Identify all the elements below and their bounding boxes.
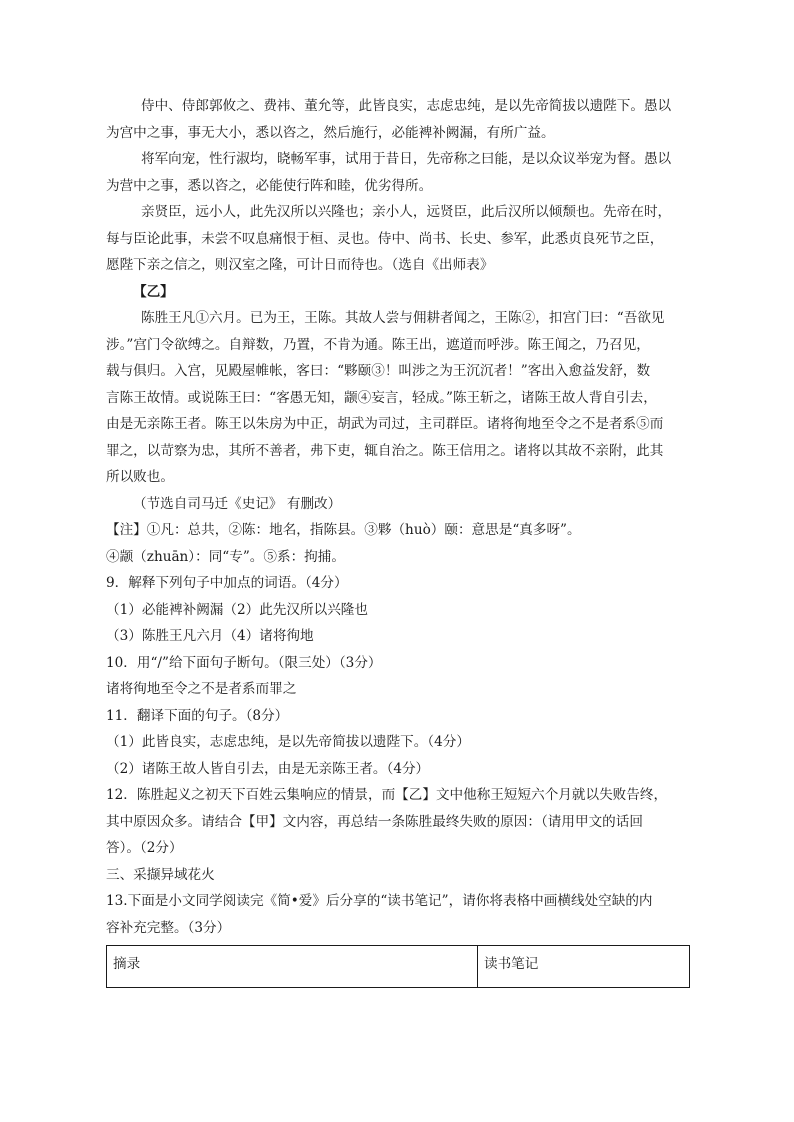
passage-line: 陈胜王凡①六月。已为王，王陈。其故人尝与佣耕者闻之，王陈②，扣宫门曰：“吾欲见 [141, 310, 665, 326]
question-12: 12．陈胜起义之初天下百姓云集响应的情景，而【乙】文中他称王短短六个月就以失败告终， [106, 787, 668, 803]
question-10-sentence: 诸将徇地至令之不是者系而罪之 [106, 681, 297, 697]
question-11-item: （1）此皆良实，志虑忠纯，是以先帝简拔以遗陛下。（4分） [106, 734, 470, 750]
table-header-excerpt: 摘录 [107, 946, 478, 988]
question-12: 其中原因众多。请结合【甲】文内容，再总结一条陈胜最终失败的原因：（请用甲文的话回 [106, 813, 643, 830]
passage-line: 涉。”宫门令欲缚之。自辩数，乃置，不肯为通。陈王出，遮道而呼涉。陈王闻之，乃召见， [106, 336, 650, 353]
passage-jia [106, 93, 694, 279]
passage-line: 由是无亲陈王者。陈王以朱房为中正，胡武为司过，主司群臣。诸将徇地至令之不是者系⑤而 [106, 416, 664, 432]
passage-line: 侍中、侍郎郭攸之、费祎、董允等，此皆良实，志虑忠纯，是以先帝简拔以遗陛下。愚以 [141, 98, 672, 114]
passage-line: 亲贤臣，远小人，此先汉所以兴隆也；亲小人，远贤臣，此后汉所以倾颓也。先帝在时， [141, 204, 672, 220]
passage-line: 为营中之事，悉以咨之，必能使行阵和睦，优劣得所。 [106, 177, 433, 194]
question-11: 11．翻译下面的句子。（8分） [106, 707, 289, 724]
passage-line: 言陈王故情。或说陈王曰：“客愚无知，颛④妄言，轻成。”陈王斩之，诸陈王故人背自引去， [106, 389, 657, 406]
reading-notes-table [106, 945, 690, 988]
document-page [106, 93, 694, 988]
passage-line: 罪之，以苛察为忠，其所不善者，弗下吏，辄自治之。陈王信用之。诸将以其故不亲附，此其 [106, 442, 664, 459]
passage-line: 所以败也。 [106, 469, 174, 485]
question-10: 10．用“/”给下面句子断句。（限三处）（3分） [106, 654, 382, 671]
question-12: 答）。（2分） [106, 840, 183, 856]
question-9: 9．解释下列句子中加点的词语。（4分） [106, 575, 348, 591]
note-line: ④颛（zhuān）：同“专”。⑤系：拘捕。 [106, 548, 345, 565]
questions [106, 570, 694, 941]
section-title: 三、采撷异域花火 [106, 866, 215, 883]
section-heading-yi: 【乙】 [133, 283, 174, 300]
question-9-items: （1）必能裨补阙漏（2）此先汉所以兴隆也 [106, 601, 368, 618]
passage-line: 愿陛下亲之信之，则汉室之隆，可计日而待也。（选自《出师表》 [106, 257, 494, 273]
passage-line: 为宫中之事，事无大小，悉以咨之，然后施行，必能裨补阙漏，有所广益。 [106, 124, 555, 141]
question-13: 容补充完整。（3分） [106, 919, 231, 936]
question-13: 13.下面是小文同学阅读完《简•爱》后分享的“读书笔记”，请你将表格中画横线处空缺的内 [106, 893, 653, 909]
passage-line: 每与臣论此事，未尝不叹息痛恨于桓、灵也。侍中、尚书、长史、参军，此悉贞良死节之臣， [106, 230, 664, 247]
question-9-items: （3）陈胜王凡六月（4）诸将徇地 [106, 628, 314, 644]
table-row [107, 946, 690, 988]
passage-line: 将军向宠，性行淑均，晓畅军事，试用于昔日，先帝称之曰能，是以众议举宠为督。愚以 [141, 151, 672, 167]
source-citation: （节选自司马迁《史记》 有删改） [133, 495, 342, 512]
note-line: 【注】①凡：总共，②陈：地名，指陈县。③夥（huò）颐：意思是“真多呀”。 [106, 522, 581, 538]
annotation-notes [106, 517, 694, 570]
question-11-item: （2）诸陈王故人皆自引去，由是无亲陈王者。（4分） [106, 760, 430, 777]
passage-line: 载与俱归。入宫，见殿屋帷帐，客曰：“夥颐③！叫涉之为王沉沉者！”客出入愈益发舒，数 [106, 363, 651, 379]
passage-yi [106, 305, 694, 491]
table-header-notes: 读书笔记 [478, 946, 690, 988]
